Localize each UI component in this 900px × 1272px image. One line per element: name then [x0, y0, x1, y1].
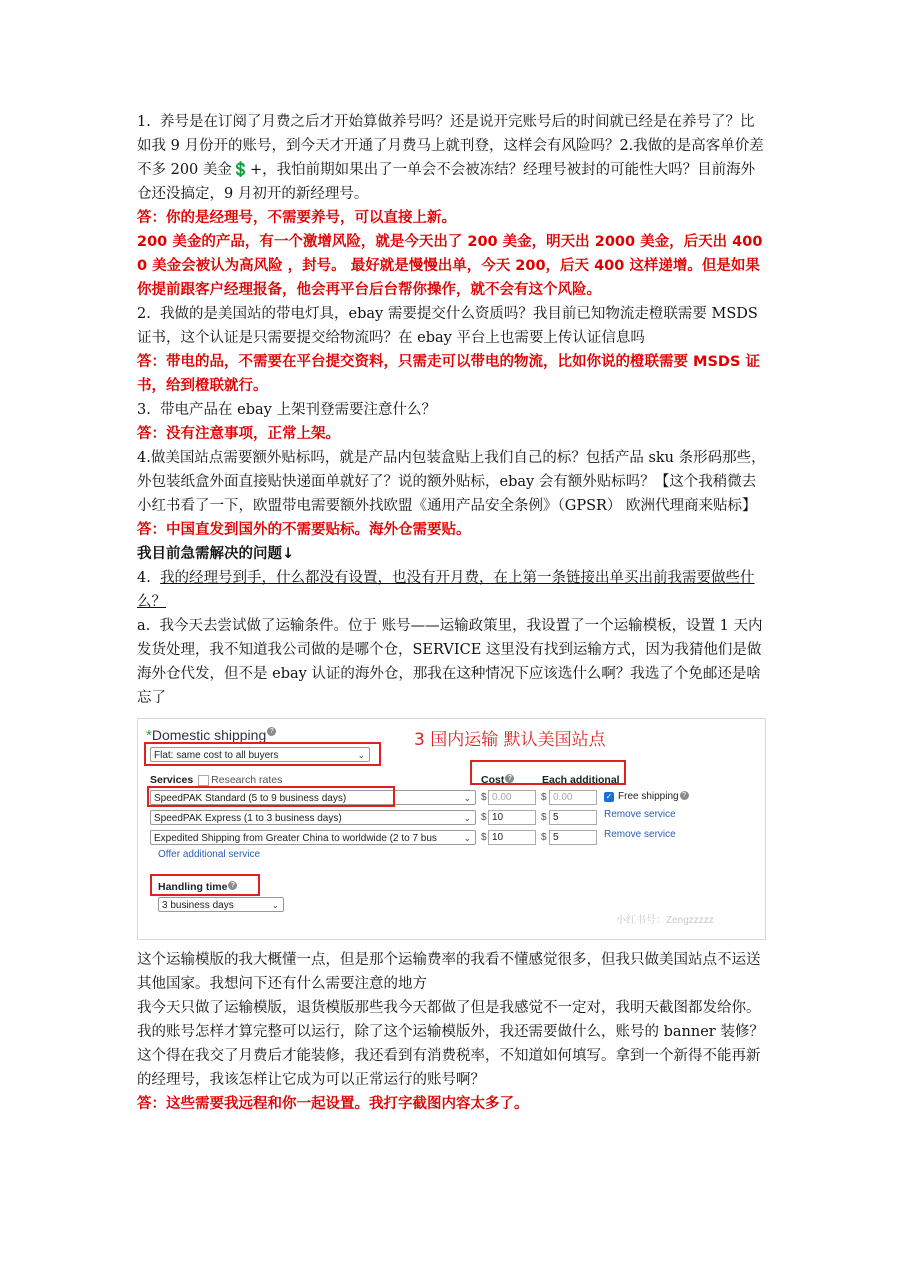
- chevron-down-icon: ⌄: [271, 900, 279, 910]
- remove-service-link-2[interactable]: Remove service: [604, 829, 676, 840]
- service-select-2[interactable]: [150, 810, 476, 825]
- services-label-text: Services: [150, 774, 194, 786]
- free-shipping-label: [618, 791, 689, 802]
- question-5a: a. 我今天去尝试做了运输条件。位于 账号——运输政策里，我设置了一个运输模板，设置 1 天内发货处理，我不知道我公司做的是哪个仓，SERVICE 这里没有找到运输方式，因为我猜他们是做海外仓代发，但不是 ebay 认证的海外仓，那我在这种情况下应该选什么啊？我选了个免邮还是啥忘了: [137, 618, 763, 706]
- answer-1-detail: 200 美金的产品，有一个激增风险，就是今天出了 200 美金，明天出 2000 美金，后天出 4000 美金会被认为高风险 ，封号。 最好就是慢慢出单，今天 200，后天 400 这样递增。但是如果你提前跟客户经理报备，他会再平台后台帮你操作，就不会有这个风险。: [137, 234, 763, 298]
- handling-time-text: Handling time: [158, 881, 228, 893]
- cost-input-1[interactable]: 0.00: [488, 790, 536, 805]
- cost-header-text: Cost: [481, 774, 505, 786]
- highlight-box-cost: [470, 760, 626, 785]
- paragraph-after-3: 我的账号怎样才算完整可以运行，除了这个运输模版外，我还需要做什么，账号的 banner 装修？这个得在我交了月费后才能装修，我还看到有消费税率，不知道如何填写。拿到一个新得不能再新的经理号，我该怎样让它成为可以正常运行的账号啊？: [137, 1024, 764, 1088]
- currency-symbol: $: [541, 832, 547, 843]
- shipping-screenshot: [137, 718, 766, 940]
- cost-input-3[interactable]: 10: [488, 830, 536, 845]
- question-1-tail: +，我怕前期如果出了一单会不会被冻结？经理号被封的可能性大吗？目前海外仓还没搞定，9 月初开的新经理号。: [137, 162, 756, 202]
- question-5-number: 4.: [137, 570, 151, 586]
- answer-2: 答：带电的品，不需要在平台提交资料，只需走可以带电的物流，比如你说的橙联需要 MSDS 证书，给到橙联就行。: [137, 354, 760, 394]
- answer-1: 答：你的是经理号，不需要养号，可以直接上新。: [137, 210, 456, 226]
- question-1: [137, 110, 767, 206]
- answer-4: 答：中国直发到国外的不需要贴标。海外仓需要贴。: [137, 522, 471, 538]
- offer-additional-service-link[interactable]: Offer additional service: [158, 849, 261, 860]
- help-icon: ?: [680, 791, 689, 800]
- free-shipping-checkbox[interactable]: ✓: [605, 792, 613, 801]
- service-value-1: SpeedPAK Standard (5 to 9 business days): [154, 793, 347, 804]
- additional-input-2[interactable]: 5: [549, 810, 597, 825]
- chevron-down-icon: ⌄: [463, 813, 471, 823]
- answer-3: 答：没有注意事项，正常上架。: [137, 426, 340, 442]
- question-1-text: 1. 养号是在订阅了月费之后才开始算做养号吗？还是说开完账号后的时间就已经是在养号了？比如我 9 月份开的账号，到今天才开通了月费马上就刊登，这样会有风险吗？2.我做的是高客单价差不多 200 美金: [137, 114, 764, 178]
- service-value-3: Expedited Shipping from Greater China to worldwide (2 to 7 bus: [154, 833, 437, 844]
- research-rates-text: Research rates: [211, 774, 283, 786]
- question-2: 2. 我做的是美国站的带电灯具，ebay 需要提交什么资质吗？我目前已知物流走橙联需要 MSDS 证书，这个认证是只需要提交给物流吗？在 ebay 平台上也需要上传认证信息吗: [137, 306, 758, 346]
- chevron-down-icon: ⌄: [357, 750, 365, 760]
- question-3: 3. 带电产品在 ebay 上架刊登需要注意什么？: [137, 402, 436, 418]
- chevron-down-icon: ⌄: [463, 793, 471, 803]
- cost-input-2[interactable]: 10: [488, 810, 536, 825]
- document-page: [137, 110, 767, 1116]
- shipping-policy-value: Flat: same cost to all buyers: [154, 750, 279, 761]
- chevron-down-icon: ⌄: [463, 833, 471, 843]
- highlight-box-handling: [150, 874, 260, 896]
- domestic-shipping-label: Domestic shipping: [151, 727, 267, 743]
- question-4: 4.做美国站点需要额外贴标吗，就是产品内包装盒贴上我们自己的标？包括产品 sku 条形码那些，外包装纸盒外面直接贴快递面单就好了？说的额外贴标，ebay 会有额外贴标吗？【这个我稍微去小红书看了一下，欧盟带电需要额外找欧盟《通用产品安全条例》（GPSR） 欧洲代理商来贴标】: [137, 450, 766, 514]
- free-shipping-text: Free shipping: [618, 791, 679, 802]
- help-icon: ?: [267, 727, 276, 736]
- service-value-2: SpeedPAK Express (1 to 3 business days): [154, 813, 342, 824]
- watermark: 小红书号：Zengzzzzz: [616, 915, 714, 926]
- additional-input-3[interactable]: 5: [549, 830, 597, 845]
- calculator-icon: [198, 775, 209, 786]
- help-icon: ?: [228, 881, 237, 890]
- service-select-3[interactable]: [150, 830, 476, 845]
- handling-time-select[interactable]: [158, 897, 284, 912]
- currency-symbol: $: [481, 832, 487, 843]
- highlight-box-policy: [144, 742, 381, 766]
- answer-final: 答：这些需要我远程和你一起设置。我打字截图内容太多了。: [137, 1096, 529, 1112]
- required-star: *: [146, 727, 152, 744]
- paragraph-after-1: 这个运输模版的我大概懂一点，但是那个运输费率的我看不懂感觉很多，但我只做美国站点不运送其他国家。我想问下还有什么需要注意的地方: [137, 952, 761, 992]
- help-icon: ?: [505, 774, 514, 783]
- handling-time-value: 3 business days: [162, 900, 234, 911]
- services-label: [150, 774, 282, 786]
- annotation-text: 3 国内运输 默认美国站点: [414, 730, 606, 750]
- currency-symbol: $: [541, 792, 547, 803]
- research-rates-link[interactable]: [196, 774, 282, 786]
- currency-symbol: $: [541, 812, 547, 823]
- dollar-icon: 💲: [231, 161, 250, 178]
- highlight-box-service: [147, 786, 395, 807]
- currency-symbol: $: [481, 792, 487, 803]
- currency-symbol: $: [481, 812, 487, 823]
- each-additional-header: Each additional: [542, 774, 620, 786]
- additional-input-1[interactable]: 0.00: [549, 790, 597, 805]
- question-5: [137, 566, 767, 614]
- urgent-heading: 我目前急需解决的问题↓: [137, 546, 295, 562]
- remove-service-link-1[interactable]: Remove service: [604, 809, 676, 820]
- question-5-text: 我的经理号到手，什么都没有设置，也没有开月费，在上第一条链接出单买出前我需要做些什么？: [137, 570, 755, 610]
- paragraph-after-2: 我今天只做了运输模版，退货模版那些我今天都做了但是我感觉不一定对，我明天截图都发给你。: [137, 1000, 761, 1016]
